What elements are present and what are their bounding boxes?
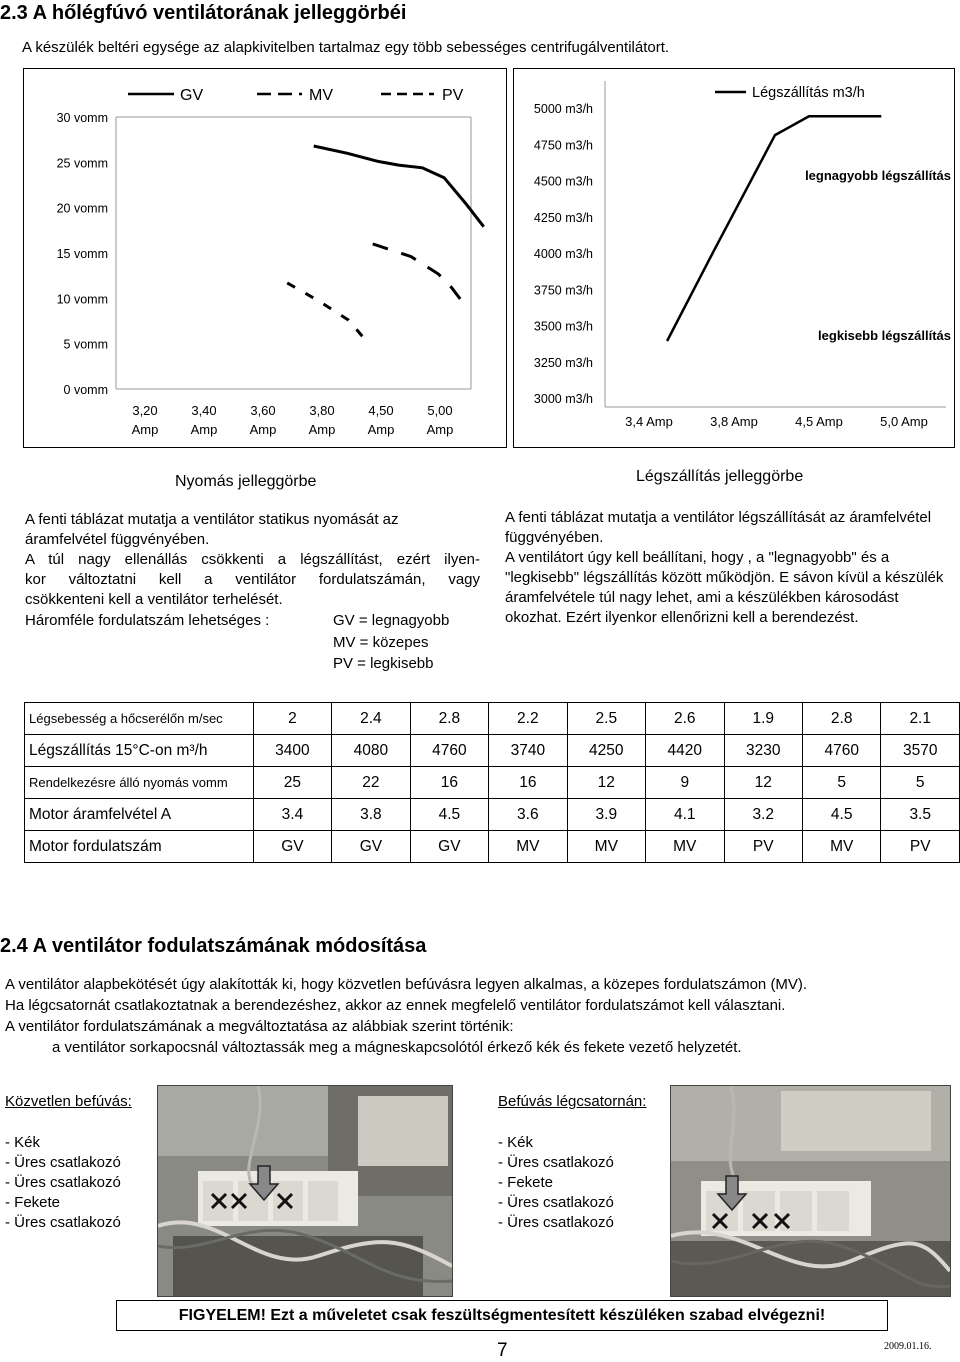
airflow-text-1: A fenti táblázat mutatja a ventilátor légszállítását az áramfelvétel függvényében. xyxy=(505,509,932,546)
table-cell: 3.5 xyxy=(881,799,960,831)
spec-table xyxy=(24,702,960,863)
table-cell: 2 xyxy=(253,703,331,735)
speeds-intro: Háromféle fordulatszám lehetséges : xyxy=(25,612,270,629)
pressure-y-tick: 10 vomm xyxy=(56,292,108,307)
table-cell: 2.5 xyxy=(567,703,645,735)
table-cell: 3.9 xyxy=(567,799,645,831)
table-cell: 2.6 xyxy=(646,703,724,735)
airflow-y-tick: 3250 m3/h xyxy=(533,355,593,370)
table-row xyxy=(25,831,960,863)
table-cell: 12 xyxy=(567,767,645,799)
pressure-chart-caption: Nyomás jelleggörbe xyxy=(175,473,317,490)
warning-box: FIGYELEM! Ezt a műveletet csak feszültségmentesített készüléken szabad elvégezni! xyxy=(116,1300,888,1331)
table-cell: 12 xyxy=(724,767,802,799)
sec24-line4: a ventilátor sorkapocsnál változtassák meg a mágneskapcsolótól érkező kék és fekete vezető helyzetét. xyxy=(52,1039,742,1056)
pressure-x-axis xyxy=(132,403,454,437)
annotation-min: legkisebb légszállítás xyxy=(818,328,951,343)
table-cell: PV xyxy=(881,831,960,863)
table-row-label: Rendelkezésre álló nyomás vomm xyxy=(25,767,254,799)
legend-airflow: Légszállítás m3/h xyxy=(752,85,865,101)
pressure-x-tick: 3,60 Amp xyxy=(249,403,277,437)
table-cell: 2.8 xyxy=(802,703,880,735)
direct-item: - Üres csatlakozó xyxy=(5,1214,121,1231)
table-cell: 3.4 xyxy=(253,799,331,831)
table-cell: 4.1 xyxy=(646,799,724,831)
table-cell: 25 xyxy=(253,767,331,799)
sec24-line3: A ventilátor fordulatszámának a megváltoztatása az alábbiak szerint történik: xyxy=(5,1018,514,1035)
pressure-legend xyxy=(128,87,464,104)
airflow-chart-svg xyxy=(514,69,954,447)
pressure-text-2c: csökkenteni kell a ventilátor terhelését. xyxy=(25,591,283,608)
pressure-x-tick: 3,20 Amp xyxy=(131,403,159,437)
airflow-series xyxy=(667,116,881,341)
airflow-y-tick: 4000 m3/h xyxy=(533,247,593,261)
table-cell: 3.2 xyxy=(724,799,802,831)
direct-item: - Üres csatlakozó xyxy=(5,1174,121,1191)
pressure-y-axis xyxy=(57,111,108,397)
terminal-photo-duct-image xyxy=(671,1086,950,1296)
table-cell: 5 xyxy=(881,767,960,799)
airflow-x-axis xyxy=(625,414,928,429)
airflow-chart-caption: Légszállítás jelleggörbe xyxy=(636,468,804,485)
airflow-legend xyxy=(715,85,865,101)
table-cell: 4.5 xyxy=(410,799,488,831)
duct-item: - Üres csatlakozó xyxy=(498,1154,614,1171)
table-cell: 4.5 xyxy=(802,799,880,831)
table-cell: MV xyxy=(802,831,880,863)
table-cell: 4420 xyxy=(646,735,724,767)
table-cell: MV xyxy=(567,831,645,863)
speed-mv: MV = közepes xyxy=(333,634,429,651)
table-cell: 3570 xyxy=(881,735,960,767)
table-cell: 2.8 xyxy=(410,703,488,735)
table-cell: GV xyxy=(253,831,331,863)
speed-pv: PV = legkisebb xyxy=(333,655,434,672)
airflow-x-tick: 5,0 Amp xyxy=(880,414,928,429)
sec24-line1: A ventilátor alapbekötését úgy alakították ki, hogy közvetlen befúvásra legyen alkalmas, a közepes fordulatszámon (MV). xyxy=(5,976,808,993)
direct-item: - Üres csatlakozó xyxy=(5,1154,121,1171)
series-line-airflow xyxy=(667,116,881,341)
duct-item: - Fekete xyxy=(498,1174,554,1191)
table-cell: 3230 xyxy=(724,735,802,767)
direct-item: - Kék xyxy=(5,1134,41,1151)
table-cell: 2.1 xyxy=(881,703,960,735)
duct-item: - Üres csatlakozó xyxy=(498,1214,614,1231)
terminal-photo-duct xyxy=(670,1085,951,1297)
speed-gv: GV = legnagyobb xyxy=(333,612,450,629)
duct-title: Befúvás légcsatornán: xyxy=(498,1093,647,1110)
series-line-pv xyxy=(287,283,368,344)
section-title-2-3: 2.3 A hőlégfúvó ventilátorának jelleggörbéi xyxy=(0,2,407,24)
table-cell: PV xyxy=(724,831,802,863)
airflow-y-tick: 4500 m3/h xyxy=(533,174,593,189)
table-row-label: Motor fordulatszám xyxy=(25,831,254,863)
pressure-x-tick: 3,80 Amp xyxy=(308,403,336,437)
table-row-label: Motor áramfelvétel A xyxy=(25,799,254,831)
table-cell: 16 xyxy=(410,767,488,799)
duct-list xyxy=(498,1133,614,1233)
table-cell: 16 xyxy=(489,767,567,799)
pressure-text-2b: kor változtatni kell a ventilátor fordulatszámán, vagy xyxy=(25,571,480,588)
page-number: 7 xyxy=(497,1340,508,1361)
table-cell: 3740 xyxy=(489,735,567,767)
table-cell: 1.9 xyxy=(724,703,802,735)
table-row xyxy=(25,703,960,735)
airflow-y-tick: 3500 m3/h xyxy=(533,319,593,334)
series-line-mv xyxy=(373,244,467,308)
pressure-chart xyxy=(23,68,507,448)
legend-mv: MV xyxy=(309,87,333,104)
airflow-y-tick: 4750 m3/h xyxy=(533,138,593,153)
pressure-y-tick: 20 vomm xyxy=(56,201,108,216)
table-cell: 9 xyxy=(646,767,724,799)
pressure-y-tick: 0 vomm xyxy=(63,383,108,397)
terminal-photo-direct xyxy=(157,1085,453,1297)
table-row-label: Légsebesség a hőcserélőn m/sec xyxy=(25,703,254,735)
intro-text: A készülék beltéri egysége az alapkivitelben tartalmaz egy több sebességes centrifugálventilátort. xyxy=(22,39,670,56)
airflow-y-tick: 5000 m3/h xyxy=(533,102,593,116)
airflow-x-tick: 3,8 Amp xyxy=(710,414,758,429)
table-cell: 3400 xyxy=(253,735,331,767)
table-cell: 2.4 xyxy=(332,703,410,735)
duct-item: - Kék xyxy=(498,1134,534,1151)
pressure-x-tick: 3,40 Amp xyxy=(190,403,218,437)
table-cell: 4080 xyxy=(332,735,410,767)
table-row xyxy=(25,767,960,799)
table-cell: 4250 xyxy=(567,735,645,767)
pressure-y-tick: 15 vomm xyxy=(56,247,108,261)
series-line-gv xyxy=(314,146,484,227)
table-cell: MV xyxy=(489,831,567,863)
annotation-max: legnagyobb légszállítás xyxy=(805,168,951,183)
airflow-text-2: A ventilátort úgy kell beállítani, hogy , a "legnagyobb" és a "legkisebb" légszállítás között működjön. E sávon kívül a készülék áramfelvétele túl nagy lehet, ami a készülékben károsodást okozhat. Ezért ilyenkor ellenőrizni kell a berendezést. xyxy=(505,549,944,626)
airflow-x-tick: 3,4 Amp xyxy=(625,414,673,429)
sec24-line2: Ha légcsatornát csatlakoztatnak a berendezéshez, akkor az ennek megfelelő ventilátor fordulatszámot kell választani. xyxy=(5,997,786,1014)
direct-title: Közvetlen befúvás: xyxy=(5,1093,132,1110)
table-row-label: Légszállítás 15°C-on m³/h xyxy=(25,735,254,767)
table-row xyxy=(25,799,960,831)
pressure-x-tick: 5,00 Amp xyxy=(426,403,454,437)
pressure-series xyxy=(287,146,484,344)
direct-item: - Fekete xyxy=(5,1194,61,1211)
table-cell: 3.6 xyxy=(489,799,567,831)
table-cell: 3.8 xyxy=(332,799,410,831)
legend-gv: GV xyxy=(180,87,204,104)
pressure-chart-svg xyxy=(24,69,506,447)
direct-list xyxy=(5,1133,121,1233)
table-cell: GV xyxy=(332,831,410,863)
airflow-y-axis xyxy=(534,102,593,406)
pressure-y-tick: 25 vomm xyxy=(56,156,108,171)
legend-pv: PV xyxy=(442,87,464,104)
section-title-2-4: 2.4 A ventilátor fodulatszámának módosítása xyxy=(0,935,427,957)
table-cell: GV xyxy=(410,831,488,863)
airflow-y-tick: 4250 m3/h xyxy=(533,210,593,225)
pressure-text-1: A fenti táblázat mutatja a ventilátor statikus nyomását az áramfelvétel függvényében. xyxy=(25,511,399,548)
airflow-x-tick: 4,5 Amp xyxy=(795,414,843,429)
table-cell: 4760 xyxy=(802,735,880,767)
table-cell: 22 xyxy=(332,767,410,799)
table-cell: 2.2 xyxy=(489,703,567,735)
footer-date: 2009.01.16. xyxy=(884,1341,932,1352)
airflow-y-tick: 3000 m3/h xyxy=(533,392,593,406)
duct-item: - Üres csatlakozó xyxy=(498,1194,614,1211)
pressure-y-tick: 30 vomm xyxy=(56,111,108,125)
terminal-photo-direct-image xyxy=(158,1086,452,1296)
airflow-y-tick: 3750 m3/h xyxy=(533,283,593,298)
table-cell: 5 xyxy=(802,767,880,799)
pressure-text-2a: A túl nagy ellenállás csökkenti a légszállítást, ezért ilyen- xyxy=(25,551,480,568)
table-row xyxy=(25,735,960,767)
pressure-y-tick: 5 vomm xyxy=(63,337,108,352)
table-cell: MV xyxy=(646,831,724,863)
pressure-x-tick: 4,50 Amp xyxy=(367,403,395,437)
airflow-chart xyxy=(513,68,955,448)
table-cell: 4760 xyxy=(410,735,488,767)
